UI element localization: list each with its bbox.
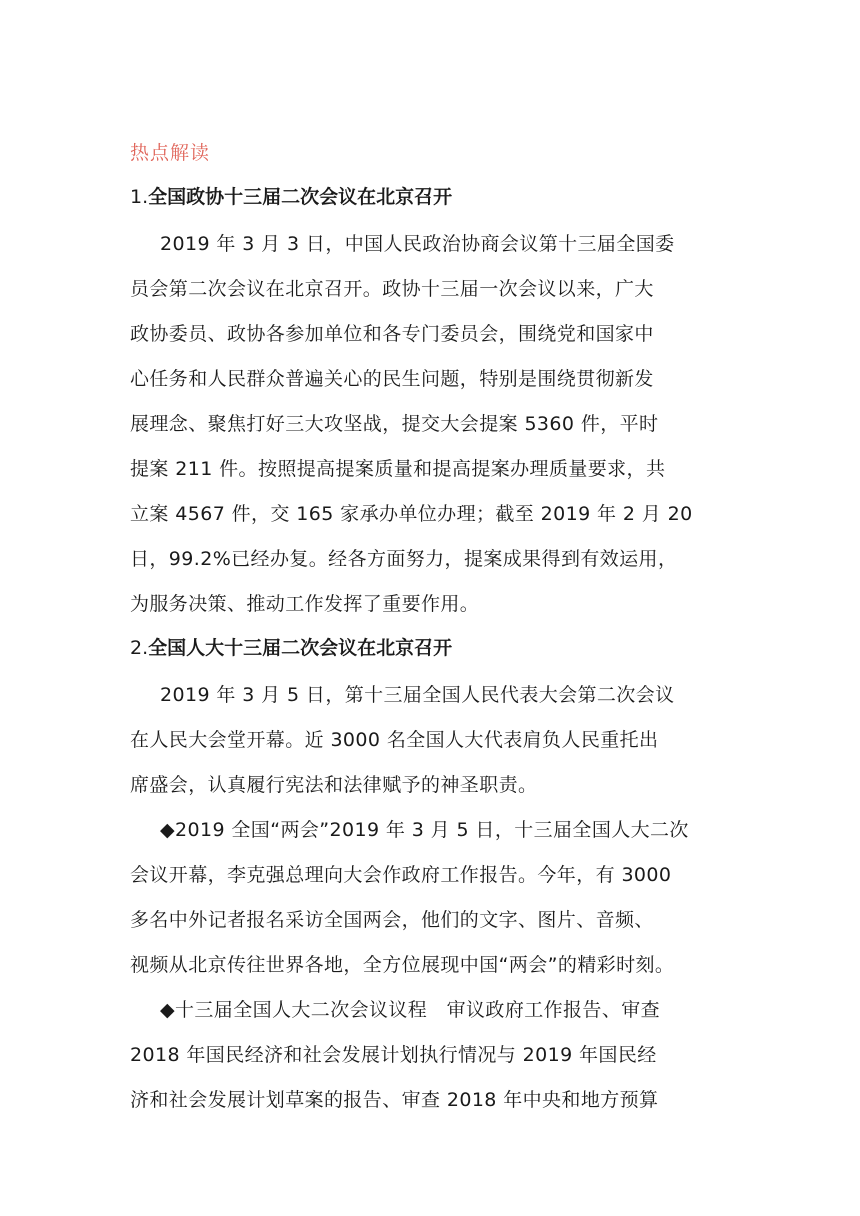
item-2-p3-line-2: 2018 年国民经济和社会发展计划执行情况与 2019 年国民经 xyxy=(130,1044,657,1066)
item-1-line-1: 2019 年 3 月 3 日，中国人民政治协商会议第十三届全国委 xyxy=(160,233,675,255)
item-2-p1-line-1: 2019 年 3 月 5 日，第十三届全国人民代表大会第二次会议 xyxy=(160,684,675,706)
item-1-number: 1. xyxy=(130,186,149,208)
item-2-p2-line-3: 多名中外记者报名采访全国两会，他们的文字、图片、音频、 xyxy=(130,909,654,931)
section-tag: 热点解读 xyxy=(130,142,211,164)
item-1-heading xyxy=(130,182,452,209)
item-2-p1-line-3: 席盛会，认真履行宪法和法律赋予的神圣职责。 xyxy=(130,774,538,796)
item-1-line-7: 立案 4567 件，交 165 家承办单位办理；截至 2019 年 2 月 20 xyxy=(130,503,693,525)
item-1-line-9: 为服务决策、推动工作发挥了重要作用。 xyxy=(130,593,480,615)
item-2-heading xyxy=(130,633,452,660)
item-2-p1-line-2: 在人民大会堂开幕。近 3000 名全国人大代表肩负人民重托出 xyxy=(130,729,659,751)
item-2-p3-line-1: ◆十三届全国人大二次会议议程 审议政府工作报告、审查 xyxy=(160,999,661,1021)
item-2-p2-line-2: 会议开幕，李克强总理向大会作政府工作报告。今年，有 3000 xyxy=(130,864,672,886)
item-1-line-3: 政协委员、政协各参加单位和各专门委员会，围绕党和国家中 xyxy=(130,323,654,345)
item-1-line-4: 心任务和人民群众普遍关心的民生问题，特别是围绕贯彻新发 xyxy=(130,368,654,390)
item-2-p2-line-1: ◆2019 全国“两会”2019 年 3 月 5 日，十三届全国人大二次 xyxy=(160,819,689,841)
item-2-p2-line-4: 视频从北京传往世界各地，全方位展现中国“两会”的精彩时刻。 xyxy=(130,954,675,976)
item-1-line-5: 展理念、聚焦打好三大攻坚战，提交大会提案 5360 件，平时 xyxy=(130,413,659,435)
item-1-line-6: 提案 211 件。按照提高提案质量和提高提案办理质量要求，共 xyxy=(130,458,666,480)
item-2-title: 全国人大十三届二次会议在北京召开 xyxy=(148,637,453,659)
item-1-line-8: 日，99.2%已经办复。经各方面努力，提案成果得到有效运用， xyxy=(130,548,678,570)
item-2-p3-line-3: 济和社会发展计划草案的报告、审查 2018 年中央和地方预算 xyxy=(130,1089,659,1111)
item-1-line-2: 员会第二次会议在北京召开。政协十三届一次会议以来，广大 xyxy=(130,278,654,300)
item-2-number: 2. xyxy=(130,637,149,659)
item-1-title: 全国政协十三届二次会议在北京召开 xyxy=(148,186,453,208)
